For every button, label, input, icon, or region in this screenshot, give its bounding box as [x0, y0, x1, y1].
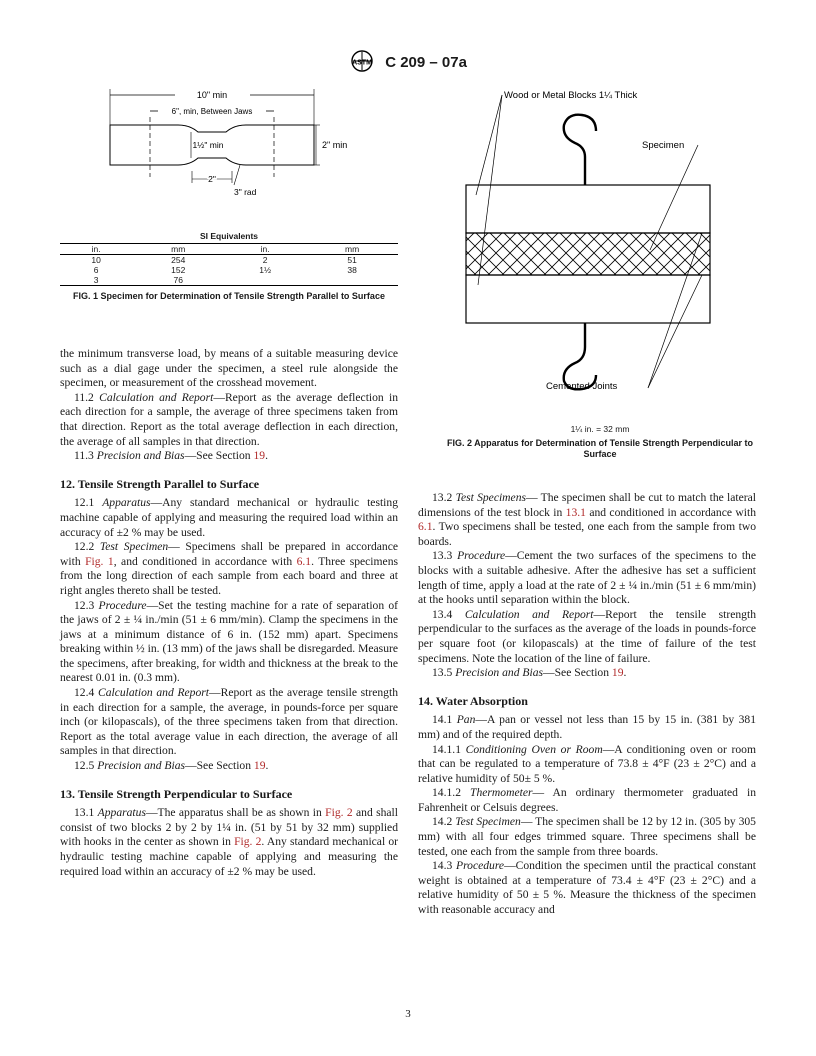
si-col-header: mm	[132, 244, 224, 255]
si-table-row	[60, 275, 398, 286]
page-number: 3	[405, 1008, 411, 1020]
section-6-1-link[interactable]: 6.1	[296, 554, 312, 568]
paragraph-14-1-1: 14.1.1 Conditioning Oven or Room—A conditioning oven or room that can be regulated to a temperature of 73.8 ± 4°F (23 ± 2°C) and a relative humidity of 50± 5 %.	[418, 742, 756, 785]
fig-2-link[interactable]: Fig. 2	[325, 806, 353, 820]
section-19-link[interactable]: 19	[253, 449, 266, 463]
si-table-row	[60, 265, 398, 275]
figure-1-drawing	[100, 85, 400, 205]
section-13-1-link[interactable]: 13.1	[565, 505, 586, 519]
heading-section-12: 12. Tensile Strength Parallel to Surface	[60, 476, 260, 491]
si-cell: 38	[347, 265, 357, 275]
paragraph-12-2: 12.2 Test Specimen— Specimens shall be prepared in accordance with Fig. 1, and conditioned in accordance with 6.1. Three specimens from the long direction of each sample from each board and three at right angles thereto shall be tested.	[60, 540, 399, 597]
heading-section-13: 13. Tensile Strength Perpendicular to Surface	[60, 786, 293, 801]
dim-neck: 1½" min	[192, 140, 224, 150]
si-cell: 51	[347, 255, 357, 265]
document-id: C 209 – 07a	[385, 53, 467, 71]
dim-overall: 10" min	[196, 90, 228, 100]
dim-width: 2" min	[322, 140, 348, 150]
paragraph-13-1: 13.1 Apparatus—The apparatus shall be as shown in Fig. 2 and shall consist of two blocks 2 by 2 by 1¼ in. (51 by 51 by 32 mm) supplied with hooks in the center as shown in Fig. 2. Any standard mechanical or hydraulic testing machine capable of applying and measuring the required load within an accuracy of ±2 % may be used.	[60, 806, 399, 878]
page-header	[0, 50, 816, 76]
figure-2-drawing	[440, 85, 760, 415]
si-col-header: mm	[306, 244, 398, 255]
astm-logo-icon	[349, 50, 375, 76]
label-blocks: Wood or Metal Blocks 1¼ Thick	[504, 90, 638, 101]
paragraph-12-3: 12.3 Procedure—Set the testing machine for a rate of separation of the jaws of 2 ± ¼ in./min (51 ± 6 mm/min). Clamp the specimens in the jaws at a minimum distance of 6 in. (152 mm) apart. Specimens breaking within ½ in. (13 mm) of the jaws shall be disregarded. Measure the specimens, after breaking, for width and thickness at the break to the nearest 0.01 in. (0.3 mm).	[60, 598, 398, 685]
paragraph-13-2: 13.2 Test Specimens— The specimen shall be cut to match the lateral dimensions of the test block in 13.1 and conditioned in accordance with 6.1. Two specimens shall be tested, one each from the sample from two boards.	[418, 491, 756, 548]
right-column	[418, 491, 756, 918]
si-cell: 76	[132, 275, 224, 286]
si-table-header-row	[60, 244, 398, 255]
paragraph-13-5: 13.5 Precision and Bias—See Section 19.	[432, 666, 627, 680]
paragraph-14-2: 14.2 Test Specimen— The specimen shall be 12 by 12 in. (305 by 305 mm) with all four edges trimmed square. Three specimens shall be tested, one each from the sample from three boards.	[418, 815, 756, 858]
paragraph-11-3: 11.3 Precision and Bias—See Section 19.	[74, 449, 268, 463]
si-cell: 3	[60, 275, 132, 286]
paragraph-12-4: 12.4 Calculation and Report—Report as the average tensile strength in each direction for a sample, the average, in pounds-force per square inch (or kilopascals), of the three specimens taken from that direction. Report as the total average value in each direction, the average of all samples in that direction.	[60, 686, 398, 758]
si-table-title: SI Equivalents	[199, 231, 259, 241]
si-col-header: in.	[60, 244, 132, 255]
si-cell: 10	[91, 255, 101, 265]
label-specimen: Specimen	[642, 140, 685, 151]
fig-2-link[interactable]: Fig. 2	[234, 835, 262, 849]
paragraph-14-1: 14.1 Pan—A pan or vessel not less than 15 by 15 in. (381 by 381 mm) and of the required depth.	[418, 713, 756, 741]
paragraph-13-4: 13.4 Calculation and Report—Report the tensile strength perpendicular to the surfaces as the average of the loads in pounds-force per square foot (or kilopascals) at the time of failure of the test specimens. Note the location of the line of failure.	[418, 607, 756, 665]
si-col-header: in.	[224, 244, 306, 255]
fig-1-link[interactable]: Fig. 1	[85, 554, 114, 568]
si-cell	[224, 275, 306, 286]
label-joints: Cemented Joints	[546, 381, 618, 392]
paragraph-13-3: 13.3 Procedure—Cement the two surfaces of the specimens to the blocks with a suitable adhesive. After the adhesive has set a sufficient length of time, apply a load at the rate of 2 ± ¼ in./min (51 ± 6 mm/min) at the hooks until separation within the block.	[418, 549, 756, 607]
figure-1-caption: FIG. 1 Specimen for Determination of Tensile Strength Parallel to Surface	[73, 291, 385, 301]
left-column	[60, 347, 398, 879]
figure-2-caption: FIG. 2 Apparatus for Determination of Tensile Strength Perpendicular to Surface	[446, 438, 754, 459]
figure-2-equiv: 1¼ in. = 32 mm	[570, 424, 630, 434]
paragraph-14-3: 14.3 Procedure—Condition the specimen until the practical constant weight is obtained at a temperature of 73.4 ± 4°F (23 ± 2°C) and a relative humidity of 50 ± 5 %. Measure the thickness of the specimen with reasonable accuracy and	[418, 859, 756, 917]
si-table	[60, 243, 398, 286]
dim-radius: 3" rad	[234, 187, 257, 197]
paragraph-14-1-2: 14.1.2 Thermometer— An ordinary thermometer graduated in Fahrenheit or Celsuis degrees.	[418, 786, 756, 814]
paragraph-12-1: 12.1 Apparatus—Any standard mechanical or hydraulic testing machine capable of applying and measuring the required load within an accuracy of ±2 % may be used.	[60, 496, 398, 539]
si-cell: 152	[171, 265, 186, 275]
section-19-link[interactable]: 19	[253, 759, 266, 773]
svg-text:ASTM: ASTM	[352, 59, 372, 67]
paragraph-11-2: 11.2 Calculation and Report—Report as the average deflection in each direction for a sample, the average of three specimens taken from that direction. Report as the total average deflection in each direction, the average of all samples in that direction.	[60, 390, 399, 448]
si-cell: 2	[262, 255, 268, 265]
si-table-row	[60, 255, 398, 266]
si-cell: 1½	[259, 265, 272, 275]
heading-section-14: 14. Water Absorption	[418, 693, 528, 708]
dim-jaws: 6", min, Between Jaws	[171, 107, 253, 116]
dim-gage: 2"	[208, 174, 216, 184]
section-6-1-link[interactable]: 6.1	[418, 520, 433, 534]
si-cell	[306, 275, 398, 286]
paragraph-continued: the minimum transverse load, by means of a suitable measuring device such as a dial gage under the specimen, a steel rule alongside the specimen, or measurement of the crosshead movement.	[60, 347, 398, 390]
si-cell: 254	[171, 255, 186, 265]
si-cell: 6	[93, 265, 99, 275]
paragraph-12-5: 12.5 Precision and Bias—See Section 19.	[74, 759, 269, 773]
section-19-link[interactable]: 19	[611, 666, 624, 680]
